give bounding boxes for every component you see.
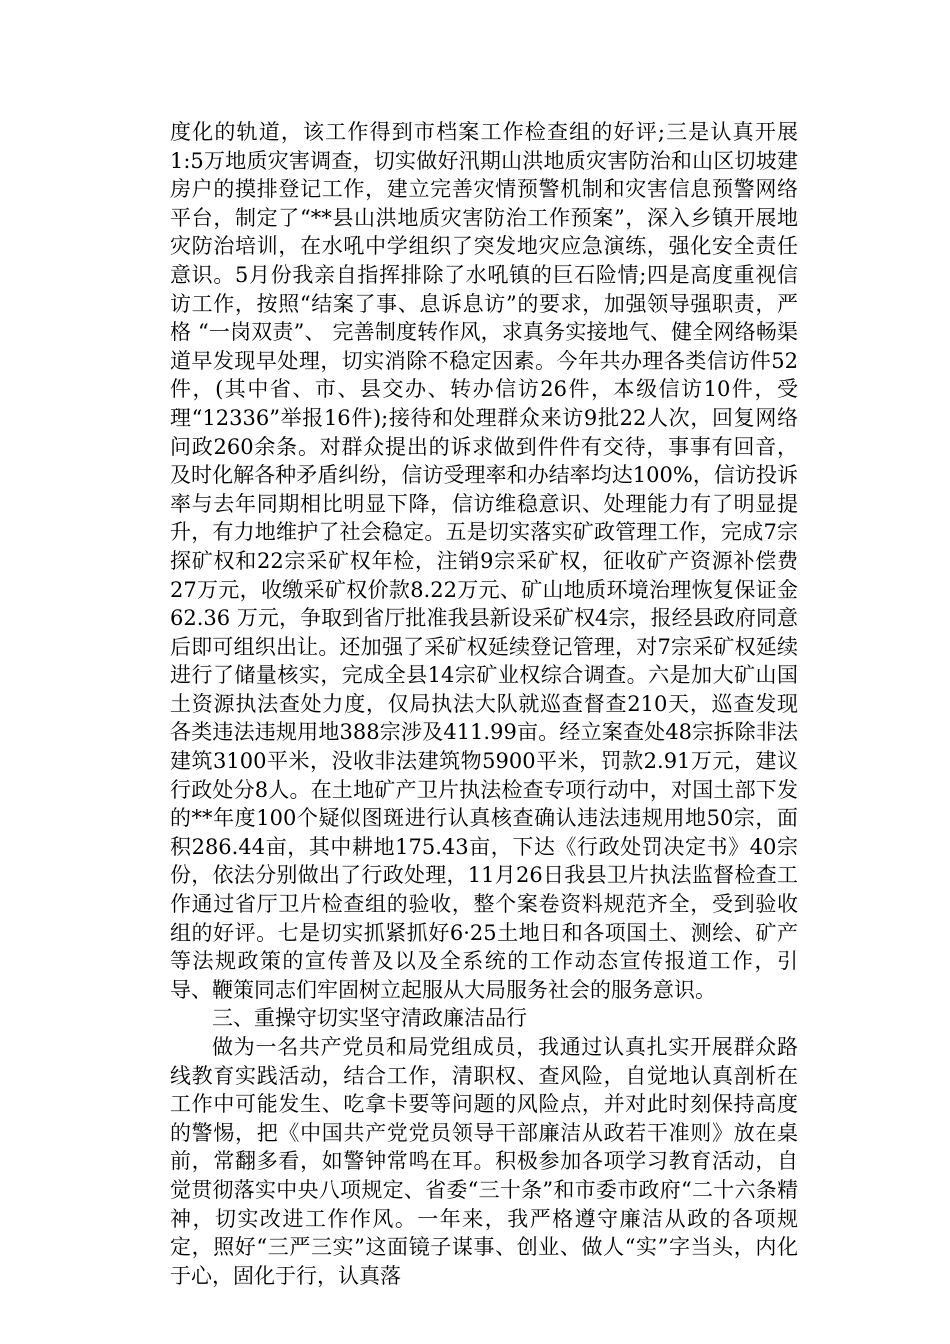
document-page [170,118,798,1290]
body-paragraph: 做为一名共产党员和局党组成员，我通过认真扎实开展群众路线教育实践活动，结合工作，清职权、查风险，自觉地认真剖析在工作中可能发生、吃拿卡要等问题的风险点，并对此时刻保持高度的警惕，把《中国共产党党员领导干部廉洁从政若干准则》放在桌前，常翻多看，如警钟常鸣在耳。积极参加各项学习教育活动，自觉贯彻落实中央八项规定、省委“三十条”和市委市政府“二十六条精神，切实改进工作作风。一年来，我严格遵守廉洁从政的各项规定，照好“三严三实”这面镜子谋事、创业、做人“实”字当头，内化于心，固化于行，认真落 [170,1035,798,1288]
section-heading: 三、重操守切实坚守清政廉洁品行 [212,1006,527,1031]
body-paragraph: 度化的轨道，该工作得到市档案工作检查组的好评;三是认真开展1:5万地质灾害调查，切实做好汛期山洪地质灾害防治和山区切坡建房户的摸排登记工作，建立完善灾情预警机制和灾害信息预警网络平台，制定了“**县山洪地质灾害防治工作预案”，深入乡镇开展地灾防治培训，在水吼中学组织了突发地灾应急演练，强化安全责任意识。5月份我亲自指挥排除了水吼镇的巨石险情;四是高度重视信访工作，按照“结案了事、息诉息访”的要求，加强领导强职责，严格 “一岗双责”、 完善制度转作风，求真务实接地气、健全网络畅渠道早发现早处理，切实消除不稳定因素。今年共办理各类信访件52件，(其中省、市、县交办、转办信访26件，本级信访10件，受理“12336”举报16件);接待和处理群众来访9批22人次，回复网络问政260余条。对群众提出的诉求做到件件有交待，事事有回音，及时化解各种矛盾纠纷，信访受理率和办结率均达100%，信访投诉率与去年同期相比明显下降，信访维稳意识、处理能力有了明显提升，有力地维护了社会稳定。五是切实落实矿政管理工作，完成7宗探矿权和22宗采矿权年检，注销9宗采矿权，征收矿产资源补偿费27万元，收缴采矿权价款8.22万元、矿山地质环境治理恢复保证金62.36 万元，争取到省厅批准我县新设采矿权4宗，报经县政府同意后即可组织出让。还加强了采矿权延续登记管理，对7宗采矿权延续进行了储量核实，完成全县14宗矿业权综合调查。六是加大矿山国土资源执法查处力度，仅局执法大队就巡查督查210天，巡查发现各类违法违规用地388宗涉及411.99亩。经立案查处48宗拆除非法建筑3100平米，没收非法建筑物5900平米，罚款2.91万元，建议行政处分8人。在土地矿产卫片执法检查专项行动中，对国土部下发的**年度100个疑似图斑进行认真核查确认违法违规用地50宗，面积286.44亩，其中耕地175.43亩，下达《行政处罚决定书》40宗份，依法分别做出了行政处理，11月26日我县卫片执法监督检查工作通过省厅卫片检查组的验收，整个案卷资料规范齐全，受到验收组的好评。七是切实抓紧抓好6·25土地日和各项国土、测绘、矿产等法规政策的宣传普及以及全系统的工作动态宣传报道工作，引导、鞭策同志们牢固树立起服从大局服务社会的服务意识。 [170,120,798,1002]
